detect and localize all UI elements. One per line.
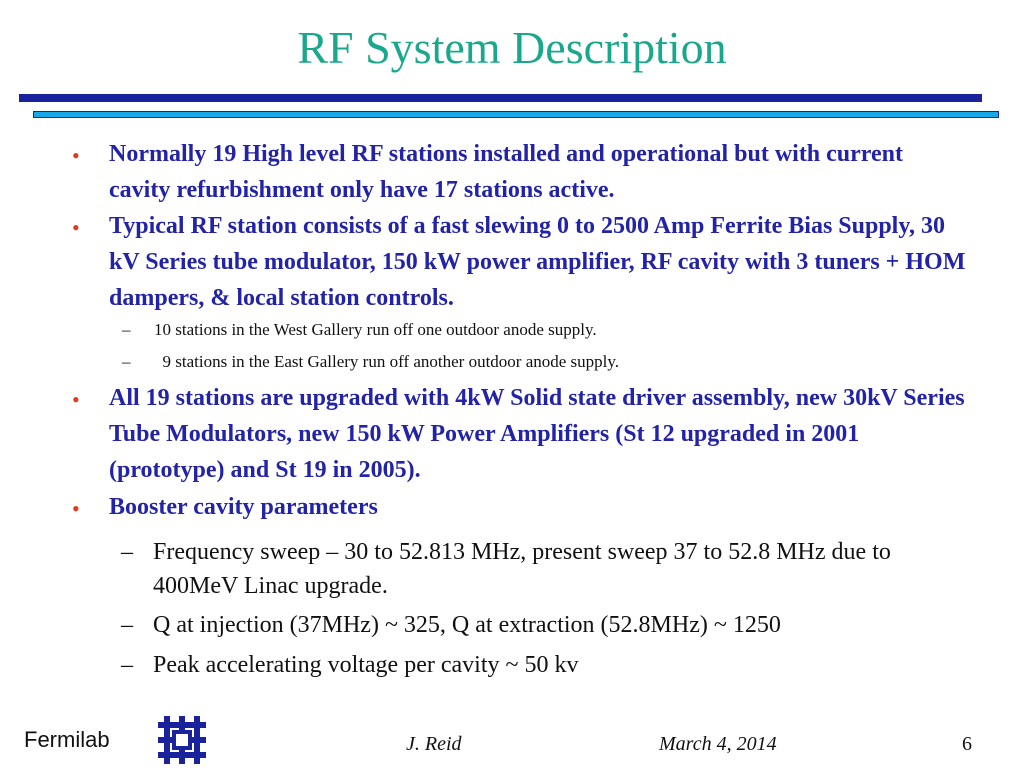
footer-date: March 4, 2014	[659, 733, 777, 755]
bullet-2: Typical RF station consists of a fast slewing 0 to 2500 Amp Ferrite Bias Supply, 30 kV Series tube modulator, 150 kW power amplifier, RF cavity with 3 tuners + HOM dampers, & local station controls.	[109, 213, 966, 311]
sub-dash: –	[121, 539, 133, 565]
bullet-dot: •	[72, 215, 80, 240]
sub-dash: –	[121, 612, 133, 638]
bullet-dot: •	[72, 387, 80, 412]
footer-organization: Fermilab	[24, 727, 110, 752]
sub-dash: –	[122, 320, 131, 339]
fermilab-logo-icon	[156, 714, 208, 766]
sub-dash: –	[121, 652, 133, 678]
bullet-dot: •	[72, 143, 80, 168]
bullet-3: All 19 stations are upgraded with 4kW Solid state driver assembly, new 30kV Series Tube Modulators, new 150 kW Power Amplifiers (St 12 upgraded in 2001 (prototype) and St 19 in 2005).	[109, 385, 965, 483]
sub-dash: –	[122, 352, 131, 371]
title-rule-thin	[33, 111, 999, 118]
footer-author: J. Reid	[406, 733, 462, 755]
title-rule-thick	[19, 94, 982, 102]
sub-item-peak-voltage: Peak accelerating voltage per cavity ~ 50 kv	[153, 652, 579, 678]
footer-page-number: 6	[962, 733, 972, 755]
sub-item-east-gallery: 9 stations in the East Gallery run off another outdoor anode supply.	[154, 352, 620, 371]
bullet-1: Normally 19 High level RF stations installed and operational but with current cavity refurbishment only have 17 stations active.	[109, 141, 904, 203]
bullet-4: Booster cavity parameters	[109, 494, 378, 520]
sub-item-west-gallery: 10 stations in the West Gallery run off one outdoor anode supply.	[154, 320, 597, 339]
bullet-dot: •	[72, 496, 80, 521]
sub-item-q-values: Q at injection (37MHz) ~ 325, Q at extraction (52.8MHz) ~ 1250	[153, 612, 781, 638]
slide-title: RF System Description	[297, 22, 727, 73]
sub-item-frequency-sweep: Frequency sweep – 30 to 52.813 MHz, present sweep 37 to 52.8 MHz due to 400MeV Linac upgrade.	[153, 539, 891, 599]
